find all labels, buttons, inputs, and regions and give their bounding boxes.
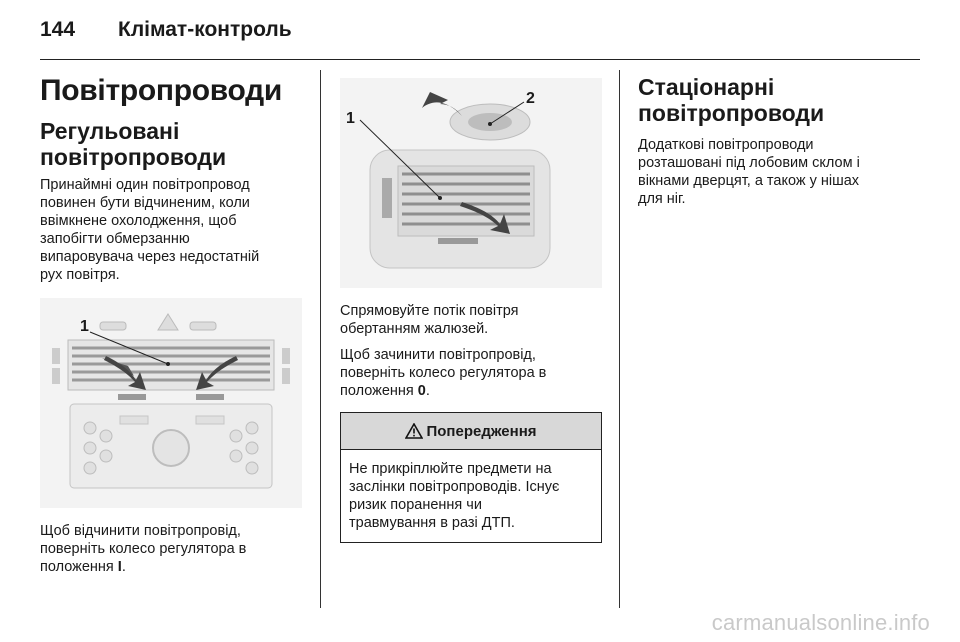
- column-1: [40, 74, 302, 576]
- subsection-title: Регульовані повітропроводи: [40, 118, 227, 170]
- intro-paragraph: Принаймні один повітропровод повинен бути відчиненим, коли ввімкнене охолодження, щоб запобігти обмерзанню випаровувача через недостатній рух повітря.: [40, 177, 260, 283]
- warning-title: Попередження: [426, 422, 537, 440]
- running-title: Клімат-контроль: [118, 18, 292, 41]
- close-vent-paragraph: [340, 346, 602, 400]
- direction-paragraph: Спрямовуйте потік повітря обертанням жалюзей.: [340, 303, 519, 337]
- close-end-punct: .: [425, 383, 430, 399]
- warning-header: [341, 413, 601, 450]
- open-vent-paragraph: [40, 522, 302, 576]
- fixed-vents-title: Стаціонарні повітропроводи: [638, 74, 825, 126]
- close-position-symbol: 0: [417, 383, 426, 399]
- column-3: [638, 74, 900, 208]
- warning-triangle-icon: [405, 423, 423, 439]
- warning-body: Не прикріплюйте предмети на заслінки повітропроводів. Існує ризик поранення чи травмування в разі ДТП.: [349, 461, 560, 531]
- side-vent-figure: [340, 78, 602, 288]
- column-2: [340, 78, 602, 543]
- fixed-vents-paragraph: Додаткові повітропроводи розташовані під лобовим склом і вікнами дверцят, а також у нішах для ніг.: [638, 137, 860, 207]
- dashboard-vents-figure: [40, 298, 302, 508]
- side-vent-illustration: [340, 78, 602, 288]
- figure-callout-1: 1: [80, 318, 89, 335]
- figure-callout-2: 2: [526, 90, 535, 107]
- open-end-punct: .: [121, 559, 126, 575]
- open-vent-text: Щоб відчинити повітропровід, поверніть колесо регулятора в положення: [40, 523, 247, 575]
- page-number: 144: [40, 18, 76, 41]
- warning-box: [340, 412, 602, 543]
- figure-callout-1: 1: [346, 110, 355, 127]
- column-divider: [320, 70, 321, 608]
- close-vent-text: Щоб зачинити повітропровід, поверніть колесо регулятора в положення: [340, 347, 547, 399]
- section-title: Повітропроводи: [40, 74, 283, 107]
- open-position-symbol: I: [117, 559, 122, 575]
- column-divider: [619, 70, 620, 608]
- header-rule: [40, 59, 920, 60]
- watermark: carmanualsonline.info: [711, 610, 930, 635]
